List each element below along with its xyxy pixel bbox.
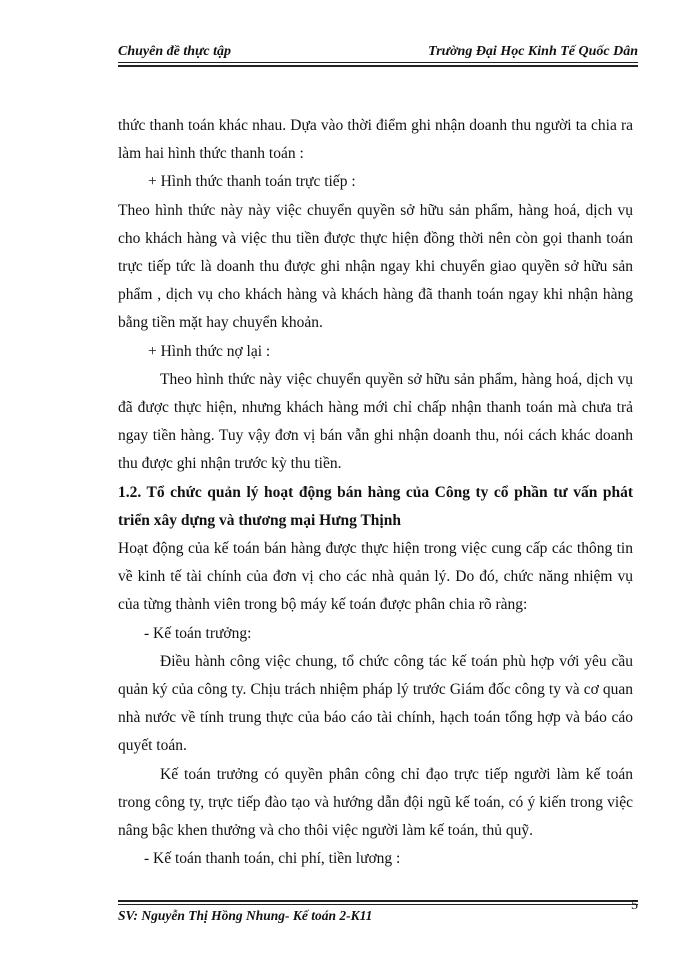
paragraph-credit-payment: Theo hình thức này việc chuyển quyền sở hữu sản phẩm, hàng hoá, dịch vụ đã được thực hiện, nhưng khách hàng mới chỉ chấp nhận thanh toán mà chưa trả ngay tiền hàng. Tuy vậy đơn vị bán vẫn ghi nhận doanh thu, nói cách khác doanh thu được ghi nhận trước kỳ thu tiền.	[118, 370, 633, 473]
page-header	[118, 40, 638, 62]
header-rule-thick	[118, 65, 638, 67]
footer-rule-thick	[118, 900, 638, 902]
header-right-title: Trường Đại Học Kinh Tế Quốc Dân	[428, 44, 638, 59]
paragraph-intro: thức thanh toán khác nhau. Dựa vào thời điểm ghi nhận doanh thu người ta chia ra làm hai hình thức thanh toán :	[118, 117, 633, 163]
header-left-title: Chuyên đề thực tập	[118, 44, 232, 59]
section-heading: 1.2. Tổ chức quản lý hoạt động bán hàng của Công ty cổ phần tư vấn phát triển xây dựng và thương mại Hưng Thịnh	[118, 483, 633, 529]
page-number: 5	[631, 898, 638, 913]
document-body	[118, 112, 633, 873]
paragraph-direct-payment: Theo hình thức này này việc chuyển quyền sở hữu sản phẩm, hàng hoá, dịch vụ cho khách hàng và việc thu tiền được thực hiện đồng thời nên còn gọi thanh toán trực tiếp tức là doanh thu được ghi nhận ngay khi chuyển giao quyền sở hữu sản phẩm , dịch vụ cho khách hàng và khách hàng đã thanh toán ngay khi nhận hàng bằng tiền mặt hay chuyển khoản.	[118, 201, 633, 332]
paragraph-chief-rights: Kế toán trưởng có quyền phân công chỉ đạo trực tiếp người làm kế toán trong công ty, trực tiếp đào tạo và hướng dẫn đội ngũ kế toán, có ý kiến trong việc nâng bậc khen thưởng và cho thôi việc người làm kế toán, thủ quỹ.	[118, 765, 633, 840]
item-chief-accountant: - Kế toán trưởng:	[144, 624, 252, 642]
bullet-credit-payment: + Hình thức nợ lại :	[148, 342, 271, 360]
header-rule-thin	[118, 62, 638, 63]
bullet-direct-payment: + Hình thức thanh toán trực tiếp :	[148, 173, 356, 191]
paragraph-chief-duties: Điều hành công việc chung, tổ chức công tác kế toán phù hợp với yêu cầu quản ký của công ty. Chịu trách nhiệm pháp lý trước Giám đốc công ty và cơ quan nhà nước về tính trung thực của báo cáo tài chính, hạch toán tổng hợp và báo cáo quyết toán.	[118, 652, 633, 755]
footer-student-info: SV: Nguyễn Thị Hồng Nhung- Kế toán 2-K11	[118, 908, 373, 923]
page-footer	[118, 898, 638, 924]
footer-rule-thin	[118, 904, 638, 905]
paragraph-accounting-activity: Hoạt động của kế toán bán hàng được thực hiện trong việc cung cấp các thông tin về kinh tế tài chính của đơn vị cho các nhà quản lý. Do đó, chức năng nhiệm vụ của từng thành viên trong bộ máy kế toán được phân chia rõ ràng:	[118, 540, 633, 614]
item-payment-accountant: - Kế toán thanh toán, chi phí, tiền lương :	[144, 850, 401, 868]
